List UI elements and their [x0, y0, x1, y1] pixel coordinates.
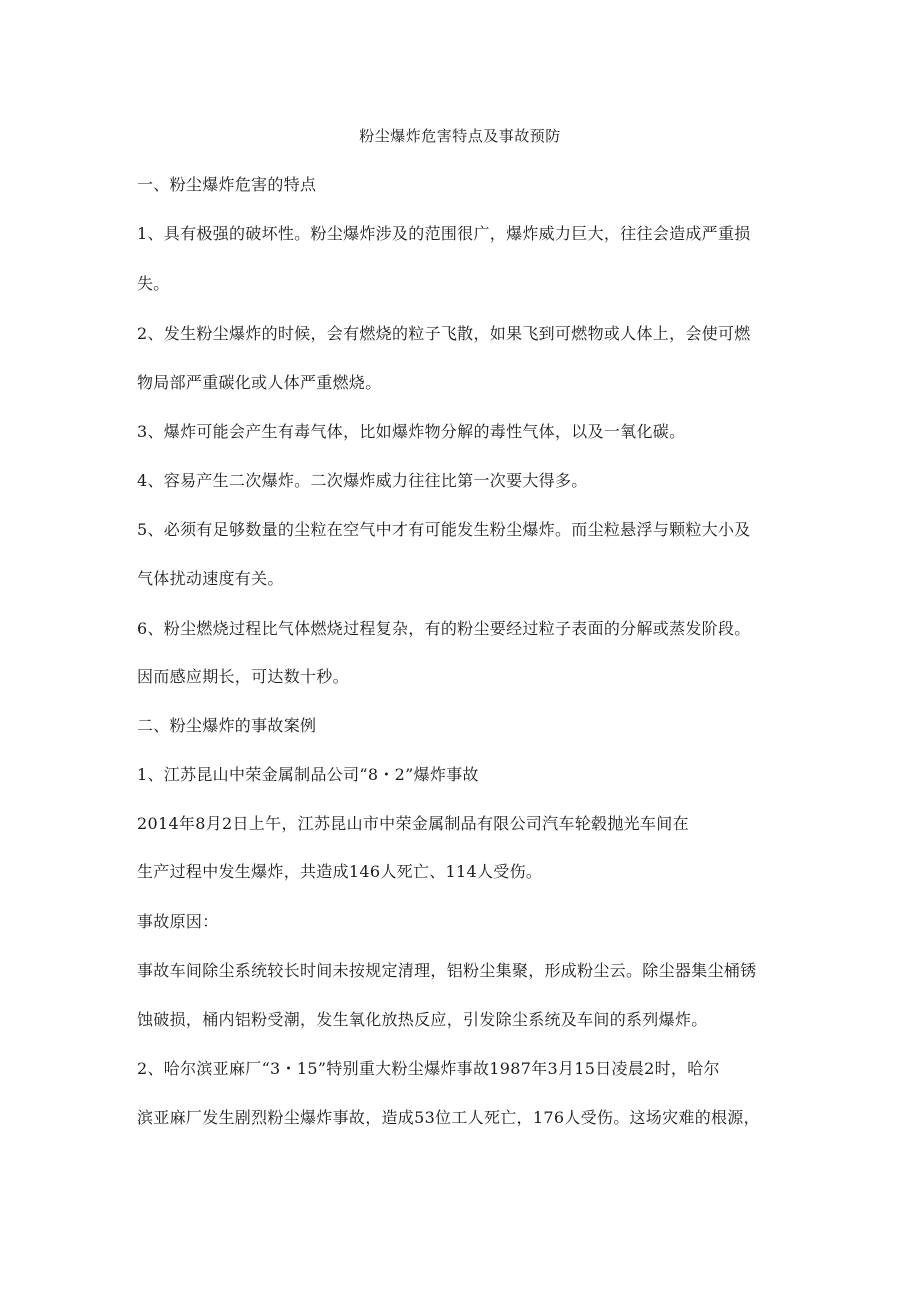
paragraph-line: 事故车间除尘系统较长时间未按规定清理，铝粉尘集聚，形成粉尘云。除尘器集尘桶锈 — [137, 961, 757, 980]
paragraph-line: 蚀破损，桶内铝粉受潮，发生氧化放热反应，引发除尘系统及车间的系列爆炸。 — [137, 1010, 708, 1029]
paragraph-line: 因而感应期长，可达数十秒。 — [137, 667, 349, 686]
paragraph-line: 失。 — [137, 274, 170, 293]
paragraph-line: 2014年8月2日上午，江苏昆山市中荣金属制品有限公司汽车轮毂抛光车间在 — [137, 814, 689, 833]
case-heading-2: 2、哈尔滨亚麻厂“3・15”特别重大粉尘爆炸事故1987年3月15日凌晨2时，哈尔 — [137, 1059, 720, 1078]
paragraph-line: 4、容易产生二次爆炸。二次爆炸威力往往比第一次要大得多。 — [137, 471, 588, 490]
paragraph-line: 气体扰动速度有关。 — [137, 569, 284, 588]
paragraph-line: 5、必须有足够数量的尘粒在空气中才有可能发生粉尘爆炸。而尘粒悬浮与颗粒大小及 — [137, 520, 751, 539]
paragraph-line: 1、具有极强的破坏性。粉尘爆炸涉及的范围很广，爆炸威力巨大，往往会造成严重损 — [137, 224, 751, 243]
section-heading-2: 二、粉尘爆炸的事故案例 — [137, 716, 317, 735]
paragraph-line: 滨亚麻厂发生剧烈粉尘爆炸事故，造成53位工人死亡，176人受伤。这场灾难的根源， — [137, 1108, 760, 1127]
paragraph-line: 物局部严重碳化或人体严重燃烧。 — [137, 373, 382, 392]
paragraph-line: 生产过程中发生爆炸，共造成146人死亡、114人受伤。 — [137, 862, 543, 881]
paragraph-line: 2、发生粉尘爆炸的时候，会有燃烧的粒子飞散，如果飞到可燃物或人体上，会使可燃 — [137, 324, 751, 343]
paragraph-line: 6、粉尘燃烧过程比气体燃烧过程复杂，有的粉尘要经过粒子表面的分解或蒸发阶段。 — [137, 619, 751, 638]
cause-heading: 事故原因： — [137, 912, 219, 931]
paragraph-line: 3、爆炸可能会产生有毒气体，比如爆炸物分解的毒性气体，以及一氧化碳。 — [137, 422, 686, 441]
section-heading-1: 一、粉尘爆炸危害的特点 — [137, 175, 317, 194]
case-heading-1: 1、江苏昆山中荣金属制品公司“8・2”爆炸事故 — [137, 765, 479, 784]
document-title: 粉尘爆炸危害特点及事故预防 — [359, 127, 561, 145]
